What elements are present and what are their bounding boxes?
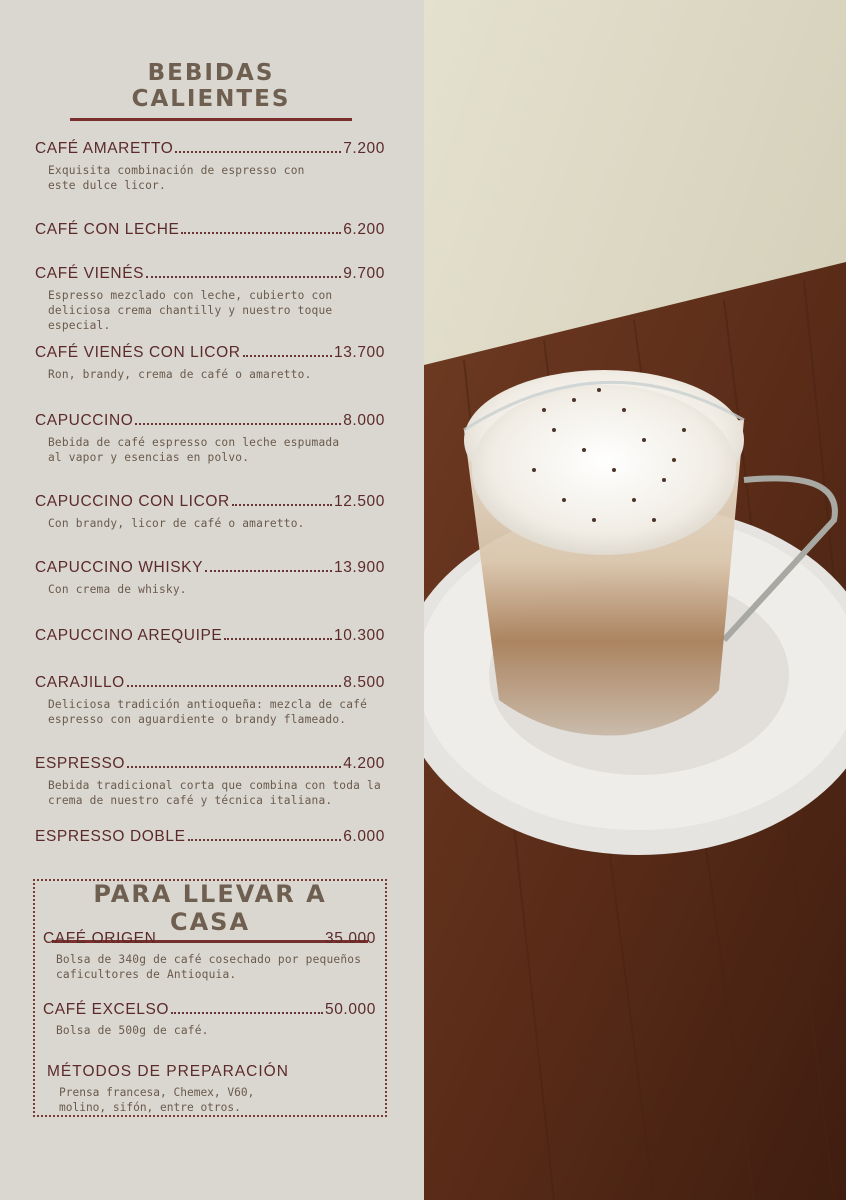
item-price: 12.500	[333, 493, 385, 510]
leader-dots	[205, 570, 332, 572]
menu-item	[35, 559, 385, 597]
item-price: 4.200	[343, 755, 385, 772]
leader-dots	[181, 232, 341, 234]
item-name: ESPRESSO DOBLE	[35, 828, 186, 845]
item-name: CARAJILLO	[35, 674, 125, 691]
item-price: 6.200	[343, 221, 385, 238]
desc-line: Bolsa de 340g de café cosechado por pequeños	[56, 953, 362, 966]
item-name: CAFÉ EXCELSO	[43, 1001, 170, 1018]
item-name: ESPRESSO	[35, 755, 126, 772]
leader-dots	[188, 839, 342, 841]
desc-line: deliciosa crema chantilly y nuestro toque especial.	[48, 304, 333, 332]
leader-dots	[127, 685, 341, 687]
leader-dots	[135, 423, 341, 425]
desc-line: Bebida de café espresso con leche espumada	[48, 436, 340, 449]
item-name: CAPUCCINO	[35, 412, 134, 429]
item-price: 50.000	[324, 1001, 376, 1018]
desc-line: caficultores de Antioquia.	[56, 968, 237, 981]
methods-title: MÉTODOS DE PREPARACIÓN	[47, 1063, 289, 1080]
desc-line: Con brandy, licor de café o amaretto.	[48, 517, 305, 530]
desc-line: Espresso mezclado con leche, cubierto con	[48, 289, 333, 302]
item-description	[56, 952, 376, 982]
menu-item	[35, 412, 385, 465]
item-name: CAFÉ CON LECHE	[35, 221, 180, 238]
leader-dots	[224, 638, 332, 640]
desc-line: espresso con aguardiente o brandy flameado.	[48, 713, 347, 726]
menu-item	[35, 493, 385, 531]
desc-line: este dulce licor.	[48, 179, 166, 192]
desc-line: Bebida tradicional corta que combina con toda la	[48, 779, 381, 792]
item-description	[48, 582, 385, 597]
item-price: 8.500	[343, 674, 385, 691]
item-price: 6.000	[343, 828, 385, 845]
methods-description	[59, 1085, 359, 1115]
item-name: CAPUCCINO WHISKY	[35, 559, 204, 576]
cappuccino-photo	[424, 0, 846, 1200]
leader-dots	[232, 504, 332, 506]
leader-dots	[175, 151, 341, 153]
takeaway-item	[43, 930, 376, 982]
menu-item	[35, 627, 385, 645]
desc-line: Deliciosa tradición antioqueña: mezcla de café	[48, 698, 368, 711]
item-price: 13.700	[333, 344, 385, 361]
item-description	[48, 435, 385, 465]
item-price: 35.000	[324, 930, 376, 947]
menu-item	[35, 221, 385, 239]
takeaway-title: PARA LLEVAR A CASA	[52, 880, 368, 943]
menu-item	[35, 828, 385, 846]
item-description	[48, 288, 385, 333]
leader-dots	[158, 941, 323, 943]
item-name: CAPUCCINO AREQUIPE	[35, 627, 223, 644]
desc-line: al vapor y esencias en polvo.	[48, 451, 250, 464]
desc-line: Prensa francesa, Chemex, V60,	[59, 1086, 255, 1099]
menu-item	[35, 674, 385, 727]
menu-item	[35, 344, 385, 382]
item-price: 9.700	[343, 265, 385, 282]
item-description	[48, 778, 385, 808]
cappuccino-illustration	[424, 0, 846, 1200]
takeaway-item	[43, 1001, 376, 1038]
item-name: CAPUCCINO CON LICOR	[35, 493, 230, 510]
leader-dots	[127, 766, 341, 768]
menu-item	[35, 140, 385, 193]
desc-line: Con crema de whisky.	[48, 583, 187, 596]
item-price: 13.900	[333, 559, 385, 576]
item-name: CAFÉ AMARETTO	[35, 140, 174, 157]
leader-dots	[171, 1012, 323, 1014]
menu-item	[35, 755, 385, 808]
menu-item	[35, 265, 385, 333]
item-description	[48, 163, 385, 193]
item-description	[48, 367, 385, 382]
item-description	[56, 1023, 376, 1038]
desc-line: molino, sifón, entre otros.	[59, 1101, 241, 1114]
section-title: BEBIDAS CALIENTES	[70, 60, 352, 121]
desc-line: Exquisita combinación de espresso con	[48, 164, 305, 177]
desc-line: crema de nuestro café y técnica italiana.	[48, 794, 333, 807]
desc-line: Bolsa de 500g de café.	[56, 1024, 209, 1037]
item-price: 10.300	[333, 627, 385, 644]
leader-dots	[243, 355, 332, 357]
item-name: CAFÉ VIENÉS	[35, 265, 145, 282]
desc-line: Ron, brandy, crema de café o amaretto.	[48, 368, 312, 381]
item-name: CAFÉ VIENÉS CON LICOR	[35, 344, 241, 361]
item-description	[48, 697, 385, 727]
leader-dots	[146, 276, 341, 278]
item-price: 7.200	[343, 140, 385, 157]
item-name: CAFÉ ORIGEN	[43, 930, 157, 947]
item-price: 8.000	[343, 412, 385, 429]
item-description	[48, 516, 385, 531]
